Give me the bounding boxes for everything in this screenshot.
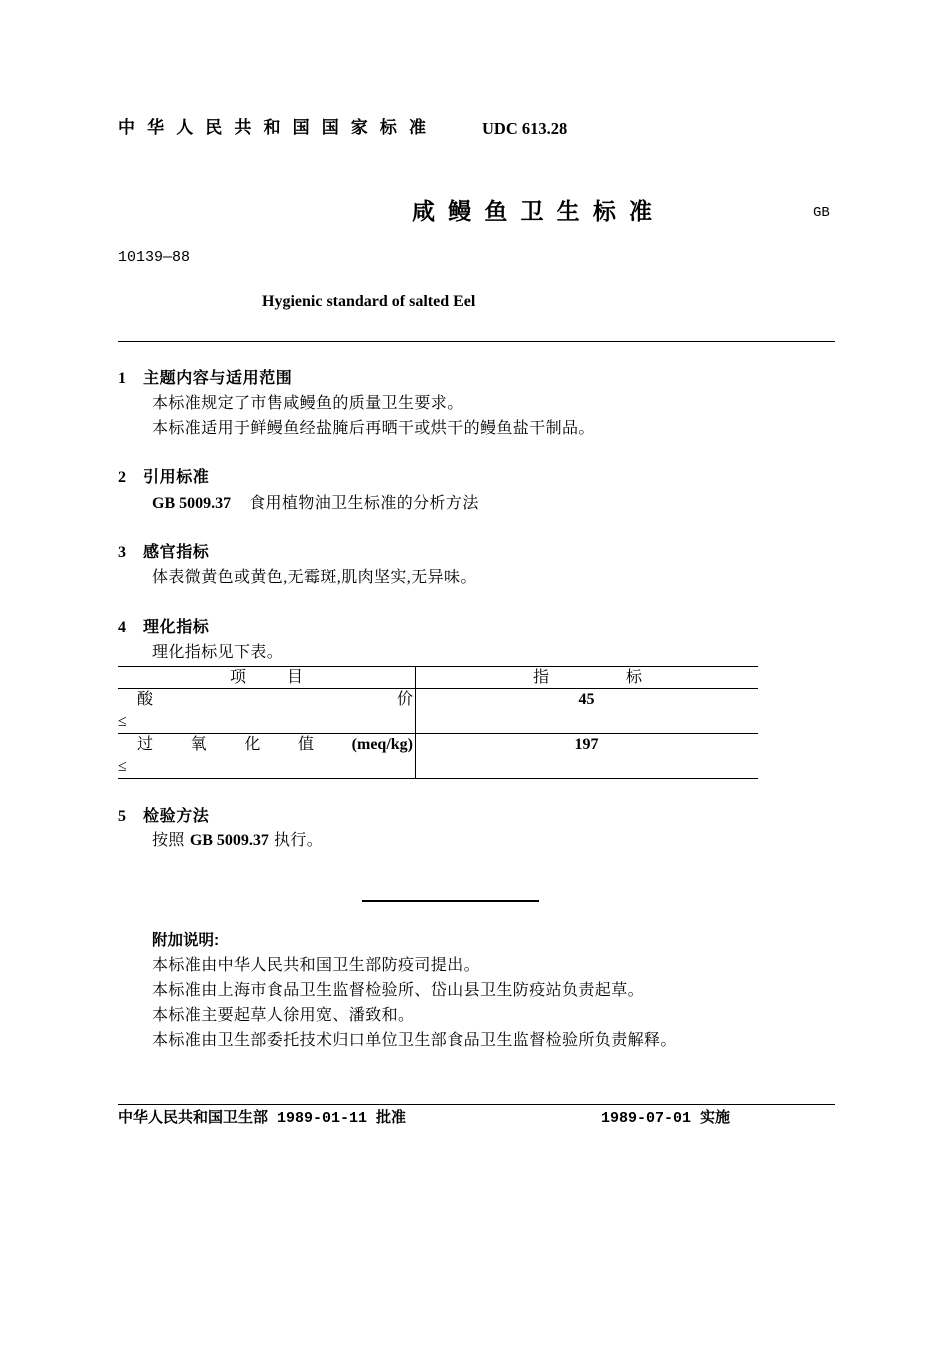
item-label: 过 氧 化 值 [137,736,331,753]
section-5-heading [118,807,209,827]
notes-line: 本标准由上海市食品卫生监督检验所、岱山县卫生防疫站负责起草。 [152,982,645,999]
footer-divider [118,1104,835,1105]
section-number: 3 [118,544,126,561]
method-prefix: 按照 [152,832,185,849]
section-2-heading [118,468,209,488]
section-title: 理化指标 [143,619,210,636]
table-cell-value: 197 [574,736,599,753]
table-cell-le-sign: ≤ [118,713,127,730]
table-cell-item: 酸 价 [137,691,413,708]
notes-line: 本标准由中华人民共和国卫生部防疫司提出。 [152,957,481,974]
section-3-paragraph: 体表微黄色或黄色,无霉斑,肌肉坚实,无异味。 [152,569,477,586]
referenced-standard [152,494,479,514]
section-1-paragraph: 本标准适用于鲜鳗鱼经盐腌后再晒干或烘干的鳗鱼盐干制品。 [152,420,595,437]
table-cell-item [137,735,413,755]
table-top-border [118,666,758,667]
section-3-heading [118,543,209,563]
section-4-heading [118,618,209,638]
table-cell-value: 45 [578,691,595,708]
table-bottom-border [118,778,758,779]
notes-line: 本标准由卫生部委托技术归口单位卫生部食品卫生监督检验所负责解释。 [152,1032,677,1049]
test-method [152,831,323,851]
section-title: 检验方法 [143,808,210,825]
method-code: GB 5009.37 [189,832,269,849]
standard-title: 咸 鳗 鱼 卫 生 标 准 [412,198,652,224]
table-column-divider [415,666,416,778]
approval-statement: 中华人民共和国卫生部 1989-01-11 批准 [118,1110,407,1127]
header-divider [118,341,835,342]
table-row-border [118,733,758,734]
section-number: 1 [118,370,126,387]
standard-code-number: 10139—88 [118,249,191,266]
section-1-paragraph: 本标准规定了市售咸鳗鱼的质量卫生要求。 [152,395,464,412]
udc-code: UDC 613.28 [482,119,568,138]
reference-code: GB 5009.37 [152,495,232,512]
method-suffix: 执行。 [273,832,324,849]
section-4-paragraph: 理化指标见下表。 [152,644,284,661]
end-of-text-rule [362,900,539,902]
issuing-country-header: 中 华 人 民 共 和 国 国 家 标 准 [118,118,426,137]
standard-code-prefix: GB [813,205,830,221]
section-number: 5 [118,808,126,825]
table-cell-le-sign: ≤ [118,758,127,775]
section-number: 4 [118,619,126,636]
table-header-indicator: 指 标 [533,669,642,686]
effective-date: 1989-07-01 实施 [601,1110,731,1127]
table-header-border [118,688,758,689]
section-number: 2 [118,469,126,486]
notes-line: 本标准主要起草人徐用宽、潘致和。 [152,1007,415,1024]
section-title: 感官指标 [143,544,210,561]
standard-title-english: Hygienic standard of salted Eel [262,293,476,310]
section-title: 引用标准 [143,469,210,486]
table-header-item: 项 目 [230,669,303,686]
notes-title: 附加说明: [152,932,220,949]
section-title: 主题内容与适用范围 [143,370,293,387]
section-1-heading [118,369,292,389]
item-unit: (meq/kg) [351,736,413,753]
reference-title: 食用植物油卫生标准的分析方法 [249,495,479,512]
